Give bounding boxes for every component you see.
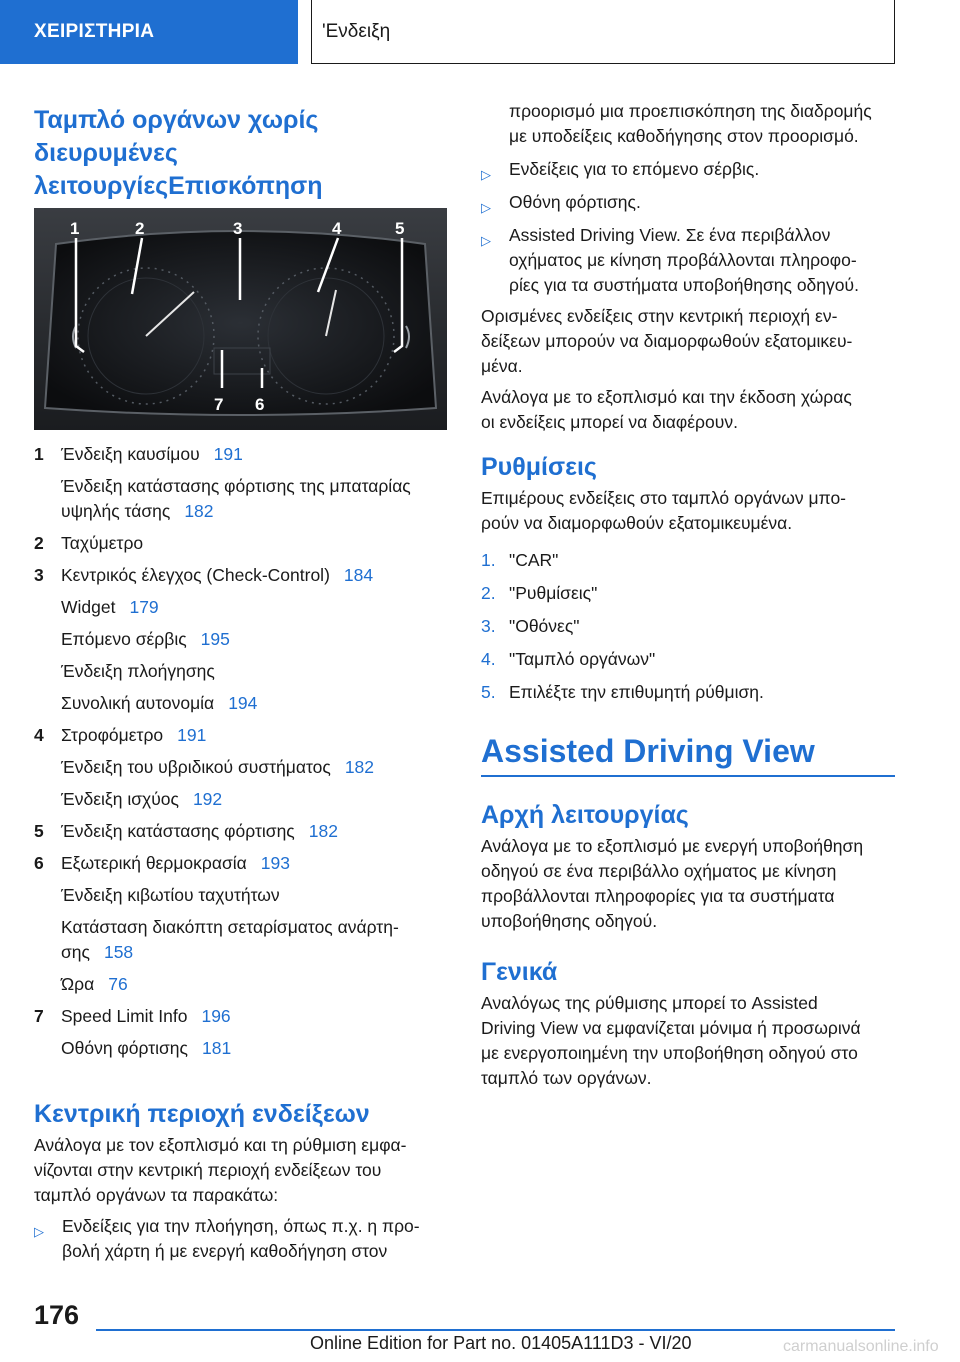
legend-number: 2 xyxy=(34,533,44,553)
page-reference-link[interactable]: 192 xyxy=(192,789,223,809)
edition-text: Online Edition for Part no. 01405A111D3 - VI/20 xyxy=(310,1333,692,1353)
page-reference-link[interactable]: 179 xyxy=(129,597,159,617)
instrument-cluster-figure xyxy=(34,208,447,430)
page-reference-link[interactable]: 76 xyxy=(108,974,128,994)
legend-text: Ένδειξη πλοήγησης xyxy=(61,661,215,681)
callout-3: 3 xyxy=(233,219,243,238)
bullet-line: με υποδείξεις καθοδήγησης στον προορισμό. xyxy=(509,126,859,146)
callout-7: 7 xyxy=(214,395,224,414)
paragraph-line: Ορισμένες ενδείξεις στην κεντρική περιοχή εν- xyxy=(481,306,838,326)
legend-text: Ένδειξη κατάστασης φόρτισης xyxy=(61,821,295,841)
step-item xyxy=(481,647,895,672)
page-reference-link[interactable]: 158 xyxy=(103,942,134,962)
page-reference-link[interactable]: 181 xyxy=(201,1038,232,1058)
bullet-line: Assisted Driving View. Σε ένα περιβάλλον xyxy=(509,225,831,245)
step-item xyxy=(481,581,895,606)
legend-number: 3 xyxy=(34,565,44,585)
bullet-line: βολή χάρτη ή με ενεργή καθοδήγηση στον xyxy=(62,1241,388,1261)
legend-item xyxy=(34,883,447,908)
legend-item xyxy=(34,595,447,620)
title-line: διευρυμένες xyxy=(34,139,178,167)
legend-item xyxy=(34,723,447,748)
page-reference-link[interactable]: 191 xyxy=(177,725,207,745)
legend-text: Εξωτερική θερμοκρασία xyxy=(61,853,247,873)
callout-6: 6 xyxy=(255,395,265,414)
step-item xyxy=(481,614,895,639)
legend-item xyxy=(34,755,447,780)
right-column xyxy=(481,99,895,1091)
step-number: 1. xyxy=(481,550,496,570)
legend-text: σης xyxy=(61,942,90,962)
title-line: Ταμπλό οργάνων χωρίς xyxy=(34,106,319,134)
legend-text: Ένδειξη καυσίμου xyxy=(61,444,200,464)
step-item xyxy=(481,680,895,705)
step-number: 4. xyxy=(481,649,496,669)
paragraph-line: ταμπλό των οργάνων. xyxy=(481,1067,652,1088)
heading-rule xyxy=(481,775,895,777)
step-text: "Ρυθμίσεις" xyxy=(509,583,598,603)
legend-item xyxy=(34,627,447,652)
paragraph-line: Driving View να εμφανίζεται μόνιμα ή προσωρινά xyxy=(481,1017,861,1038)
page-reference-link[interactable]: 193 xyxy=(260,853,290,873)
legend-text: Επόμενο σέρβις xyxy=(61,629,187,649)
list-item xyxy=(481,157,895,182)
legend-text: υψηλής τάσης xyxy=(61,501,171,521)
legend-item xyxy=(34,819,447,844)
section-heading: Assisted Driving View xyxy=(481,733,815,769)
page-reference-link[interactable]: 196 xyxy=(201,1006,231,1026)
paragraph-line: οδηγού σε ένα περιβάλλο οχήματος με κίνηση xyxy=(481,860,837,881)
step-number: 3. xyxy=(481,616,496,636)
settings-heading: Ρυθμίσεις xyxy=(481,453,597,481)
paragraph-line: Ανάλογα με το εξοπλισμό και την έκδοση χώρας xyxy=(481,387,852,407)
central-heading: Κεντρική περιοχή ενδείξεων xyxy=(34,1100,370,1128)
figure-legend xyxy=(34,442,447,1068)
step-text: Επιλέξτε την επιθυμητή ρύθμιση. xyxy=(509,682,764,702)
paragraph-line: δείξεων μπορούν να διαμορφωθούν εξατομικευ- xyxy=(481,331,853,351)
paragraph-line: με ενεργοποιημένη την υποβοήθηση οδηγού στο xyxy=(481,1042,858,1063)
page-reference-link[interactable]: 194 xyxy=(228,693,258,713)
bullet-line: ρίες για τα συστήματα υποβοήθησης οδηγού. xyxy=(509,275,859,295)
legend-item xyxy=(34,531,447,556)
legend-text: Widget xyxy=(61,597,116,617)
legend-text: Ένδειξη ισχύος xyxy=(61,789,179,809)
triangle-bullet-icon: ▷ xyxy=(481,200,491,215)
steps-list xyxy=(481,548,895,705)
paragraph-line: Αναλόγως της ρύθμισης μπορεί το Assisted xyxy=(481,992,818,1013)
legend-item xyxy=(34,1036,447,1061)
principle-heading: Αρχή λειτουργίας xyxy=(481,800,689,829)
legend-text: Speed Limit Info xyxy=(61,1006,188,1026)
list-item-continued xyxy=(481,99,895,149)
paragraph xyxy=(481,385,895,435)
general-heading: Γενικά xyxy=(481,957,558,986)
paragraph-line: μένα. xyxy=(481,356,523,376)
list-item xyxy=(481,223,895,298)
legend-item xyxy=(34,915,447,965)
bullet-line: Οθόνη φόρτισης. xyxy=(509,192,641,212)
paragraph-line: Ανάλογα με τον εξοπλισμό και τη ρύθμιση εμφα- xyxy=(34,1135,407,1155)
paragraph-line: οι ενδείξεις μπορεί να διαφέρουν. xyxy=(481,412,738,432)
bullet-line: οχήματος με κίνηση προβάλλονται πληροφο- xyxy=(509,250,857,270)
legend-text: Ένδειξη κιβωτίου ταχυτήτων xyxy=(61,885,280,905)
callout-4: 4 xyxy=(332,219,342,238)
page-reference-link[interactable]: 195 xyxy=(200,629,230,649)
callout-5: 5 xyxy=(395,219,405,238)
legend-number: 1 xyxy=(34,444,44,464)
legend-item xyxy=(34,691,447,716)
paragraph xyxy=(481,834,895,934)
bullet-line: προορισμό μια προεπισκόπηση της διαδρομής xyxy=(509,101,872,121)
section-box xyxy=(311,0,895,64)
paragraph xyxy=(481,304,895,379)
paragraph xyxy=(481,991,895,1091)
legend-item xyxy=(34,563,447,588)
legend-number: 4 xyxy=(34,725,44,745)
paragraph-line: νίζονται στην κεντρική περιοχή ενδείξεων του xyxy=(34,1160,382,1180)
legend-text: Ώρα xyxy=(61,974,95,994)
paragraph-line: υποβοήθησης οδηγού. xyxy=(481,910,658,931)
central-section xyxy=(34,1098,447,1264)
callout-2: 2 xyxy=(135,219,145,238)
step-text: "CAR" xyxy=(509,550,559,570)
page-title xyxy=(34,104,447,203)
page-reference-link[interactable]: 184 xyxy=(343,565,374,585)
callout-1: 1 xyxy=(70,219,80,238)
bullet-line: Ενδείξεις για την πλοήγηση, όπως π.χ. η προ- xyxy=(62,1216,420,1236)
paragraph-line: προβάλλονται πληροφορίες για τα συστήματα xyxy=(481,885,835,906)
legend-item xyxy=(34,659,447,684)
step-text: "Ταμπλό οργάνων" xyxy=(509,649,656,669)
paragraph xyxy=(481,486,895,536)
page-reference-link[interactable]: 191 xyxy=(213,444,243,464)
legend-text: Συνολική αυτονομία xyxy=(61,693,215,713)
legend-number: 5 xyxy=(34,821,44,841)
chapter-tab xyxy=(0,0,298,64)
legend-item xyxy=(34,972,447,997)
step-text: "Οθόνες" xyxy=(509,616,580,636)
page-reference-link[interactable]: 182 xyxy=(344,757,375,777)
legend-item xyxy=(34,474,447,524)
legend-number: 6 xyxy=(34,853,44,873)
footer-rule xyxy=(96,1329,895,1331)
paragraph-line: ταμπλό οργάνων τα παρακάτω: xyxy=(34,1185,279,1205)
page-reference-link[interactable]: 182 xyxy=(184,501,214,521)
legend-text: Ένδειξη κατάστασης φόρτισης της μπαταρίας xyxy=(61,476,411,496)
watermark: carmanualsonline.info xyxy=(783,1338,939,1355)
legend-text: Οθόνη φόρτισης xyxy=(61,1038,188,1058)
legend-item xyxy=(34,442,447,467)
legend-text: Ένδειξη του υβριδικού συστήματος xyxy=(61,757,331,777)
legend-item xyxy=(34,1004,447,1029)
triangle-bullet-icon: ▷ xyxy=(481,233,491,248)
step-item xyxy=(481,548,895,573)
paragraph-line: Επιμέρους ενδείξεις στο ταμπλό οργάνων μπο- xyxy=(481,488,847,508)
page-number: 176 xyxy=(34,1300,80,1330)
paragraph-line: Ανάλογα με το εξοπλισμό με ενεργή υποβοήθηση xyxy=(481,835,864,856)
legend-number: 7 xyxy=(34,1006,44,1026)
title-line: λειτουργίεςΕπισκόπηση xyxy=(34,172,323,200)
bullet-line: Ενδείξεις για το επόμενο σέρβις. xyxy=(509,159,760,179)
step-number: 2. xyxy=(481,583,496,603)
triangle-bullet-icon: ▷ xyxy=(34,1224,44,1239)
paragraph-line: ρούν να διαμορφωθούν εξατομικευμένα. xyxy=(481,513,793,533)
legend-text: Ταχύμετρο xyxy=(61,533,144,553)
legend-text: Κατάσταση διακόπτη σεταρίσματος ανάρτη- xyxy=(61,917,399,937)
legend-item xyxy=(34,787,447,812)
list-item xyxy=(34,1214,447,1264)
section-label: 'Ενδειξη xyxy=(322,20,391,42)
legend-item xyxy=(34,851,447,876)
triangle-bullet-icon: ▷ xyxy=(481,167,491,182)
legend-text: Κεντρικός έλεγχος (Check-Control) xyxy=(61,565,330,585)
page-reference-link[interactable]: 182 xyxy=(308,821,338,841)
chapter-label: ΧΕΙΡΙΣΤΗΡΙΑ xyxy=(34,21,155,42)
legend-text: Στροφόμετρο xyxy=(61,725,164,745)
list-item xyxy=(481,190,895,215)
step-number: 5. xyxy=(481,682,496,702)
